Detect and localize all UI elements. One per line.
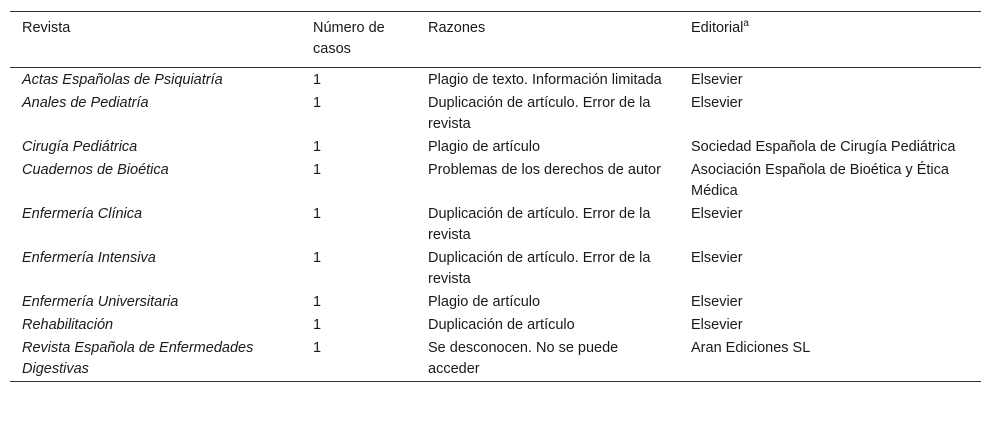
cell-journal: Enfermería Intensiva	[22, 250, 156, 266]
cell-publisher: Elsevier	[691, 72, 743, 88]
cell-publisher: Elsevier	[691, 317, 743, 333]
header-row	[10, 12, 981, 68]
cell-publisher: Elsevier	[691, 250, 743, 266]
cell-reasons: Duplicación de artículo. Error de la revista	[428, 206, 651, 243]
table-row	[10, 159, 981, 203]
cell-reasons: Duplicación de artículo. Error de la revista	[428, 250, 651, 287]
cell-cases: 1	[313, 206, 322, 222]
cell-publisher: Sociedad Española de Cirugía Pediátrica	[691, 139, 956, 155]
cell-journal: Anales de Pediatría	[22, 95, 149, 111]
cell-journal: Enfermería Clínica	[22, 206, 143, 222]
header-cases: Número de casos	[313, 20, 385, 57]
cell-cases: 1	[313, 250, 322, 266]
table-row	[10, 136, 981, 159]
cell-reasons: Plagio de artículo	[428, 139, 541, 155]
retractions-table	[10, 11, 981, 382]
table-row	[10, 92, 981, 136]
cell-journal: Actas Españolas de Psiquiatría	[22, 72, 223, 88]
header-publisher	[679, 12, 981, 68]
table-row	[10, 203, 981, 247]
cell-cases: 1	[313, 162, 322, 178]
cell-cases: 1	[313, 317, 322, 333]
table-row	[10, 337, 981, 382]
cell-cases: 1	[313, 139, 322, 155]
table-row	[10, 314, 981, 337]
publisher-footnote-marker: a	[743, 18, 749, 29]
cell-cases: 1	[313, 340, 322, 356]
cell-reasons: Plagio de artículo	[428, 294, 541, 310]
cell-publisher: Asociación Española de Bioética y Ética Médica	[691, 162, 949, 199]
cell-journal: Cirugía Pediátrica	[22, 139, 138, 155]
cell-reasons: Duplicación de artículo	[428, 317, 575, 333]
table-header	[10, 12, 981, 68]
cell-publisher: Aran Ediciones SL	[691, 340, 811, 356]
cell-journal: Revista Española de Enfermedades Digestivas	[22, 340, 254, 377]
cell-journal: Enfermería Universitaria	[22, 294, 179, 310]
cell-reasons: Problemas de los derechos de autor	[428, 162, 661, 178]
cell-reasons: Se desconocen. No se puede acceder	[428, 340, 619, 377]
cell-publisher: Elsevier	[691, 206, 743, 222]
header-publisher-label: Editorial	[691, 20, 744, 36]
table-body	[10, 68, 981, 382]
cell-reasons: Duplicación de artículo. Error de la revista	[428, 95, 651, 132]
cell-cases: 1	[313, 95, 322, 111]
table-row	[10, 291, 981, 314]
cell-cases: 1	[313, 72, 322, 88]
table-row	[10, 247, 981, 291]
retractions-table-container	[10, 11, 981, 382]
cell-cases: 1	[313, 294, 322, 310]
cell-reasons: Plagio de texto. Información limitada	[428, 72, 662, 88]
cell-journal: Cuadernos de Bioética	[22, 162, 169, 178]
header-reasons: Razones	[428, 20, 486, 36]
cell-publisher: Elsevier	[691, 294, 743, 310]
cell-publisher: Elsevier	[691, 95, 743, 111]
header-journal: Revista	[22, 20, 71, 36]
table-row	[10, 68, 981, 93]
cell-journal: Rehabilitación	[22, 317, 114, 333]
